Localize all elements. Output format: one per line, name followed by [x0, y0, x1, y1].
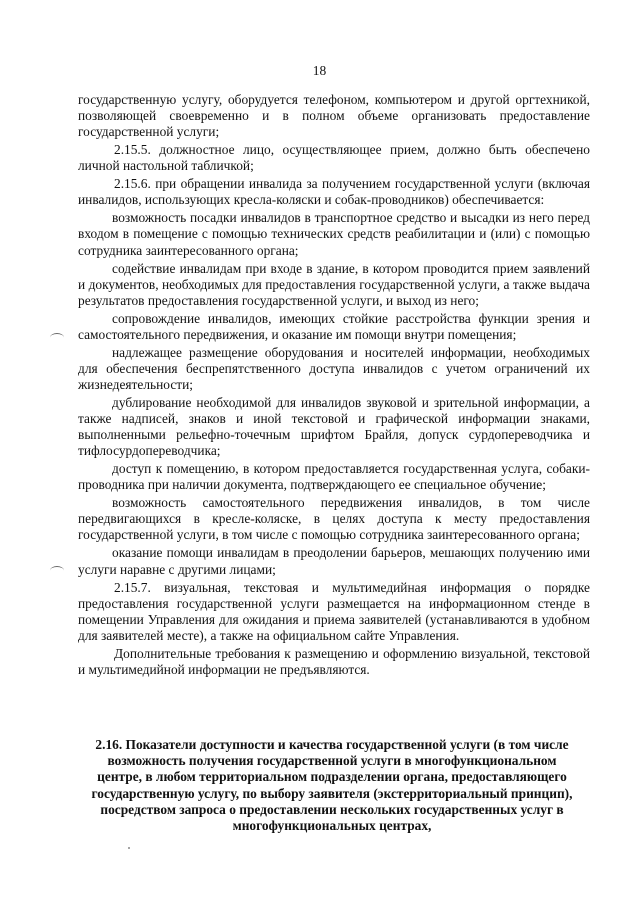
- paragraph-2-15-7: 2.15.7. визуальная, текстовая и мультимедийная информация о порядке предоставления государственной услуги размещается на информационном стенде в помещении Управления для ожидания и приема заявителей (устанавливаются в удобном для заявителей месте), а также на официальном сайте Управления.: [78, 579, 590, 643]
- paragraph: Дополнительные требования к размещению и оформлению визуальной, текстовой и мультимедийной информации не предъявляются.: [78, 645, 590, 677]
- scan-artifact: [50, 566, 64, 575]
- paragraph: государственную услугу, оборудуется телефоном, компьютером и другой оргтехникой, позволяющей своевременно и в полном объеме организовать предоставление государственной услуги;: [78, 92, 590, 140]
- section-heading-2-16: 2.16. Показатели доступности и качества государственной услуги (в том числе возможность получения государственной услуги в многофункциональном центре, в любом территориальном подразделении органа, предоставляющего государственную услугу, по выбору заявителя (экстерриториальный принцип), посредством запроса о предоставлении нескольких государственных услуг в многофункциональных центрах,: [91, 737, 573, 834]
- scan-artifact: [50, 333, 64, 342]
- paragraph: доступ к помещению, в котором предоставляется государственная услуга, собаки-проводника при наличии документа, подтверждающего ее специальное обучение;: [78, 461, 590, 493]
- paragraph: надлежащее размещение оборудования и носителей информации, необходимых для обеспечения беспрепятственного доступа инвалидов с учетом ограничений их жизнедеятельности;: [78, 344, 590, 392]
- paragraph: содействие инвалидам при входе в здание, в котором проводится прием заявлений и документов, необходимых для предоставления государственной услуги, а также выдача результатов предоставления государственной услуги, и выход из него;: [78, 260, 590, 308]
- page-number: 18: [312, 63, 327, 78]
- paragraph: возможность самостоятельного передвижения инвалидов, в том числе передвигающихся в кресле-коляске, в целях доступа к месту предоставления государственной услуги, в том числе с помощью сотрудника заинтересованного органа;: [78, 495, 590, 543]
- paragraph: возможность посадки инвалидов в транспортное средство и высадки из него перед входом в помещение с помощью технических средств реабилитации и (или) с помощью сотрудника заинтересованного органа;: [78, 210, 590, 258]
- paragraph-2-15-6: 2.15.6. при обращении инвалида за получением государственной услуги (включая инвалидов, использующих кресла-коляски и собак-проводников) обеспечивается:: [78, 176, 590, 208]
- paragraph: дублирование необходимой для инвалидов звуковой и зрительной информации, а также надписей, знаков и иной текстовой и графической информации знаками, выполненными рельефно-точечным шрифтом Брайля, допуск сурдопереводчика и тифлосурдопереводчика;: [78, 394, 590, 459]
- paragraph: сопровождение инвалидов, имеющих стойкие расстройства функции зрения и самостоятельного передвижения, и оказание им помощи внутри помещения;: [78, 310, 590, 342]
- scan-artifact: [128, 847, 130, 849]
- paragraph: оказание помощи инвалидам в преодолении барьеров, мешающих получению ими услуги наравне с другими лицами;: [78, 545, 590, 577]
- body-text: [78, 92, 590, 680]
- paragraph-2-15-5: 2.15.5. должностное лицо, осуществляющее прием, должно быть обеспечено личной настольной табличкой;: [78, 142, 590, 174]
